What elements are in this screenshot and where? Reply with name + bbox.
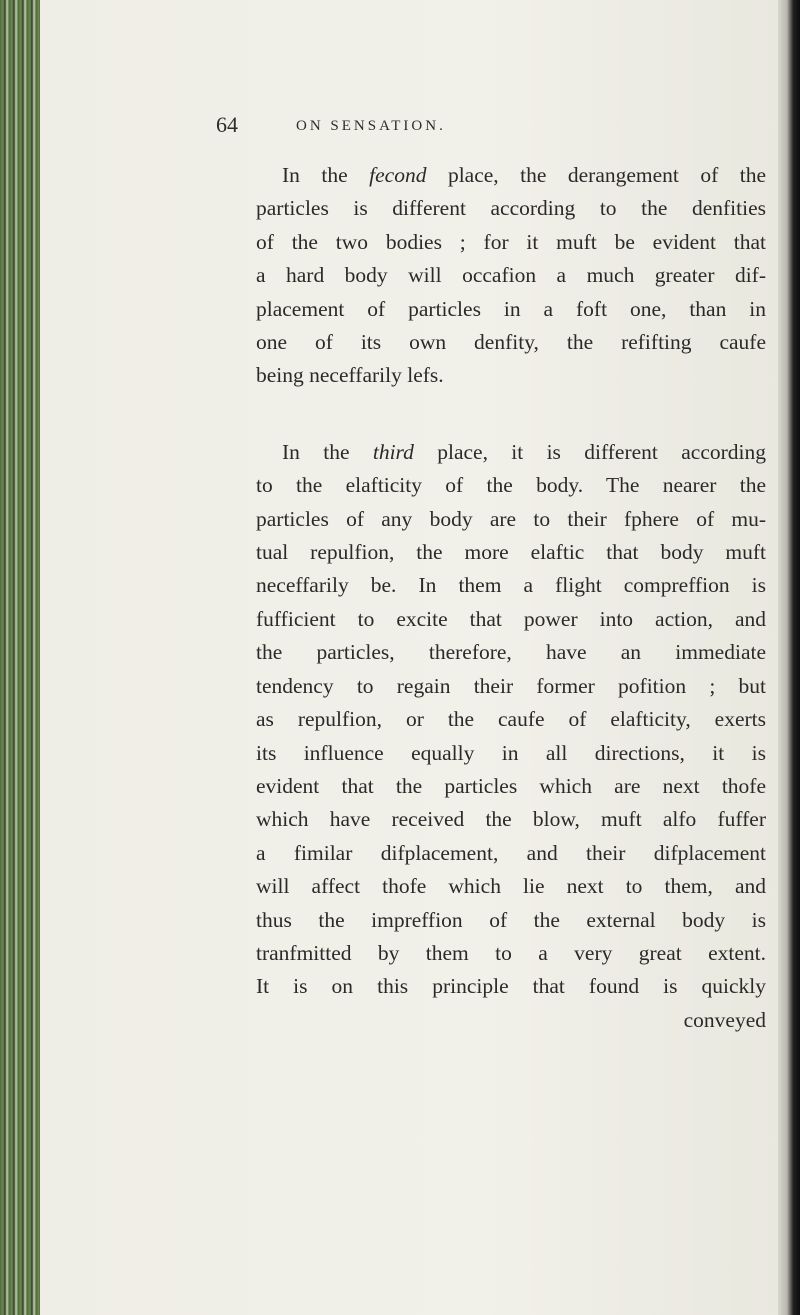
text-line: one of its own denfity, the refifting caufe xyxy=(256,330,766,355)
text-line: tendency to regain their former pofition ; but xyxy=(256,673,766,698)
text-line: fufficient to excite that power into action, and xyxy=(256,606,766,631)
text-line: being neceffarily lefs. xyxy=(256,363,444,388)
text-line: neceffarily be. In them a flight compreffion is xyxy=(256,573,766,598)
text-line: In the third place, it is different according xyxy=(282,439,766,464)
text-line: of the two bodies ; for it muft be evident that xyxy=(256,229,766,254)
text-line: placement of particles in a foft one, than in xyxy=(256,296,766,321)
text-line: a fimilar difplacement, and their difplacement xyxy=(256,840,766,865)
text-line: evident that the particles which are next thofe xyxy=(256,773,766,798)
text-line: In the fecond place, the derangement of the xyxy=(282,163,767,187)
text-line: as repulfion, or the caufe of elafticity, exerts xyxy=(256,707,766,732)
text-line: It is on this principle that found is quickly xyxy=(256,974,766,999)
text-line: tranfmitted by them to a very great extent. xyxy=(256,940,766,965)
text-line: will affect thofe which lie next to them, and xyxy=(256,874,766,899)
text-line: thus the impreffion of the external body is xyxy=(256,907,766,932)
text-line: the particles, therefore, have an immediate xyxy=(256,640,766,665)
text-line: particles of any body are to their fphere of mu- xyxy=(256,506,766,531)
page-number: 64 xyxy=(216,112,238,137)
body-text xyxy=(256,159,766,1037)
text-line: which have received the blow, muft alfo fuffer xyxy=(256,807,766,832)
text-line: particles is different according to the denfities xyxy=(256,196,766,221)
binding-gutter xyxy=(0,0,40,1315)
text-line: tual repulfion, the more elaftic that body muft xyxy=(256,540,766,565)
running-head: ON SENSATION. xyxy=(296,118,446,134)
catchword: conveyed xyxy=(683,1007,766,1032)
text-line: a hard body will occafion a much greater dif- xyxy=(256,263,766,288)
paragraph-1 xyxy=(256,159,766,393)
paragraph-2 xyxy=(256,436,766,1004)
text-line: to the elafticity of the body. The nearer the xyxy=(256,473,766,498)
text-line: its influence equally in all directions, it is xyxy=(256,740,766,765)
page-edge-shadow xyxy=(778,0,800,1315)
